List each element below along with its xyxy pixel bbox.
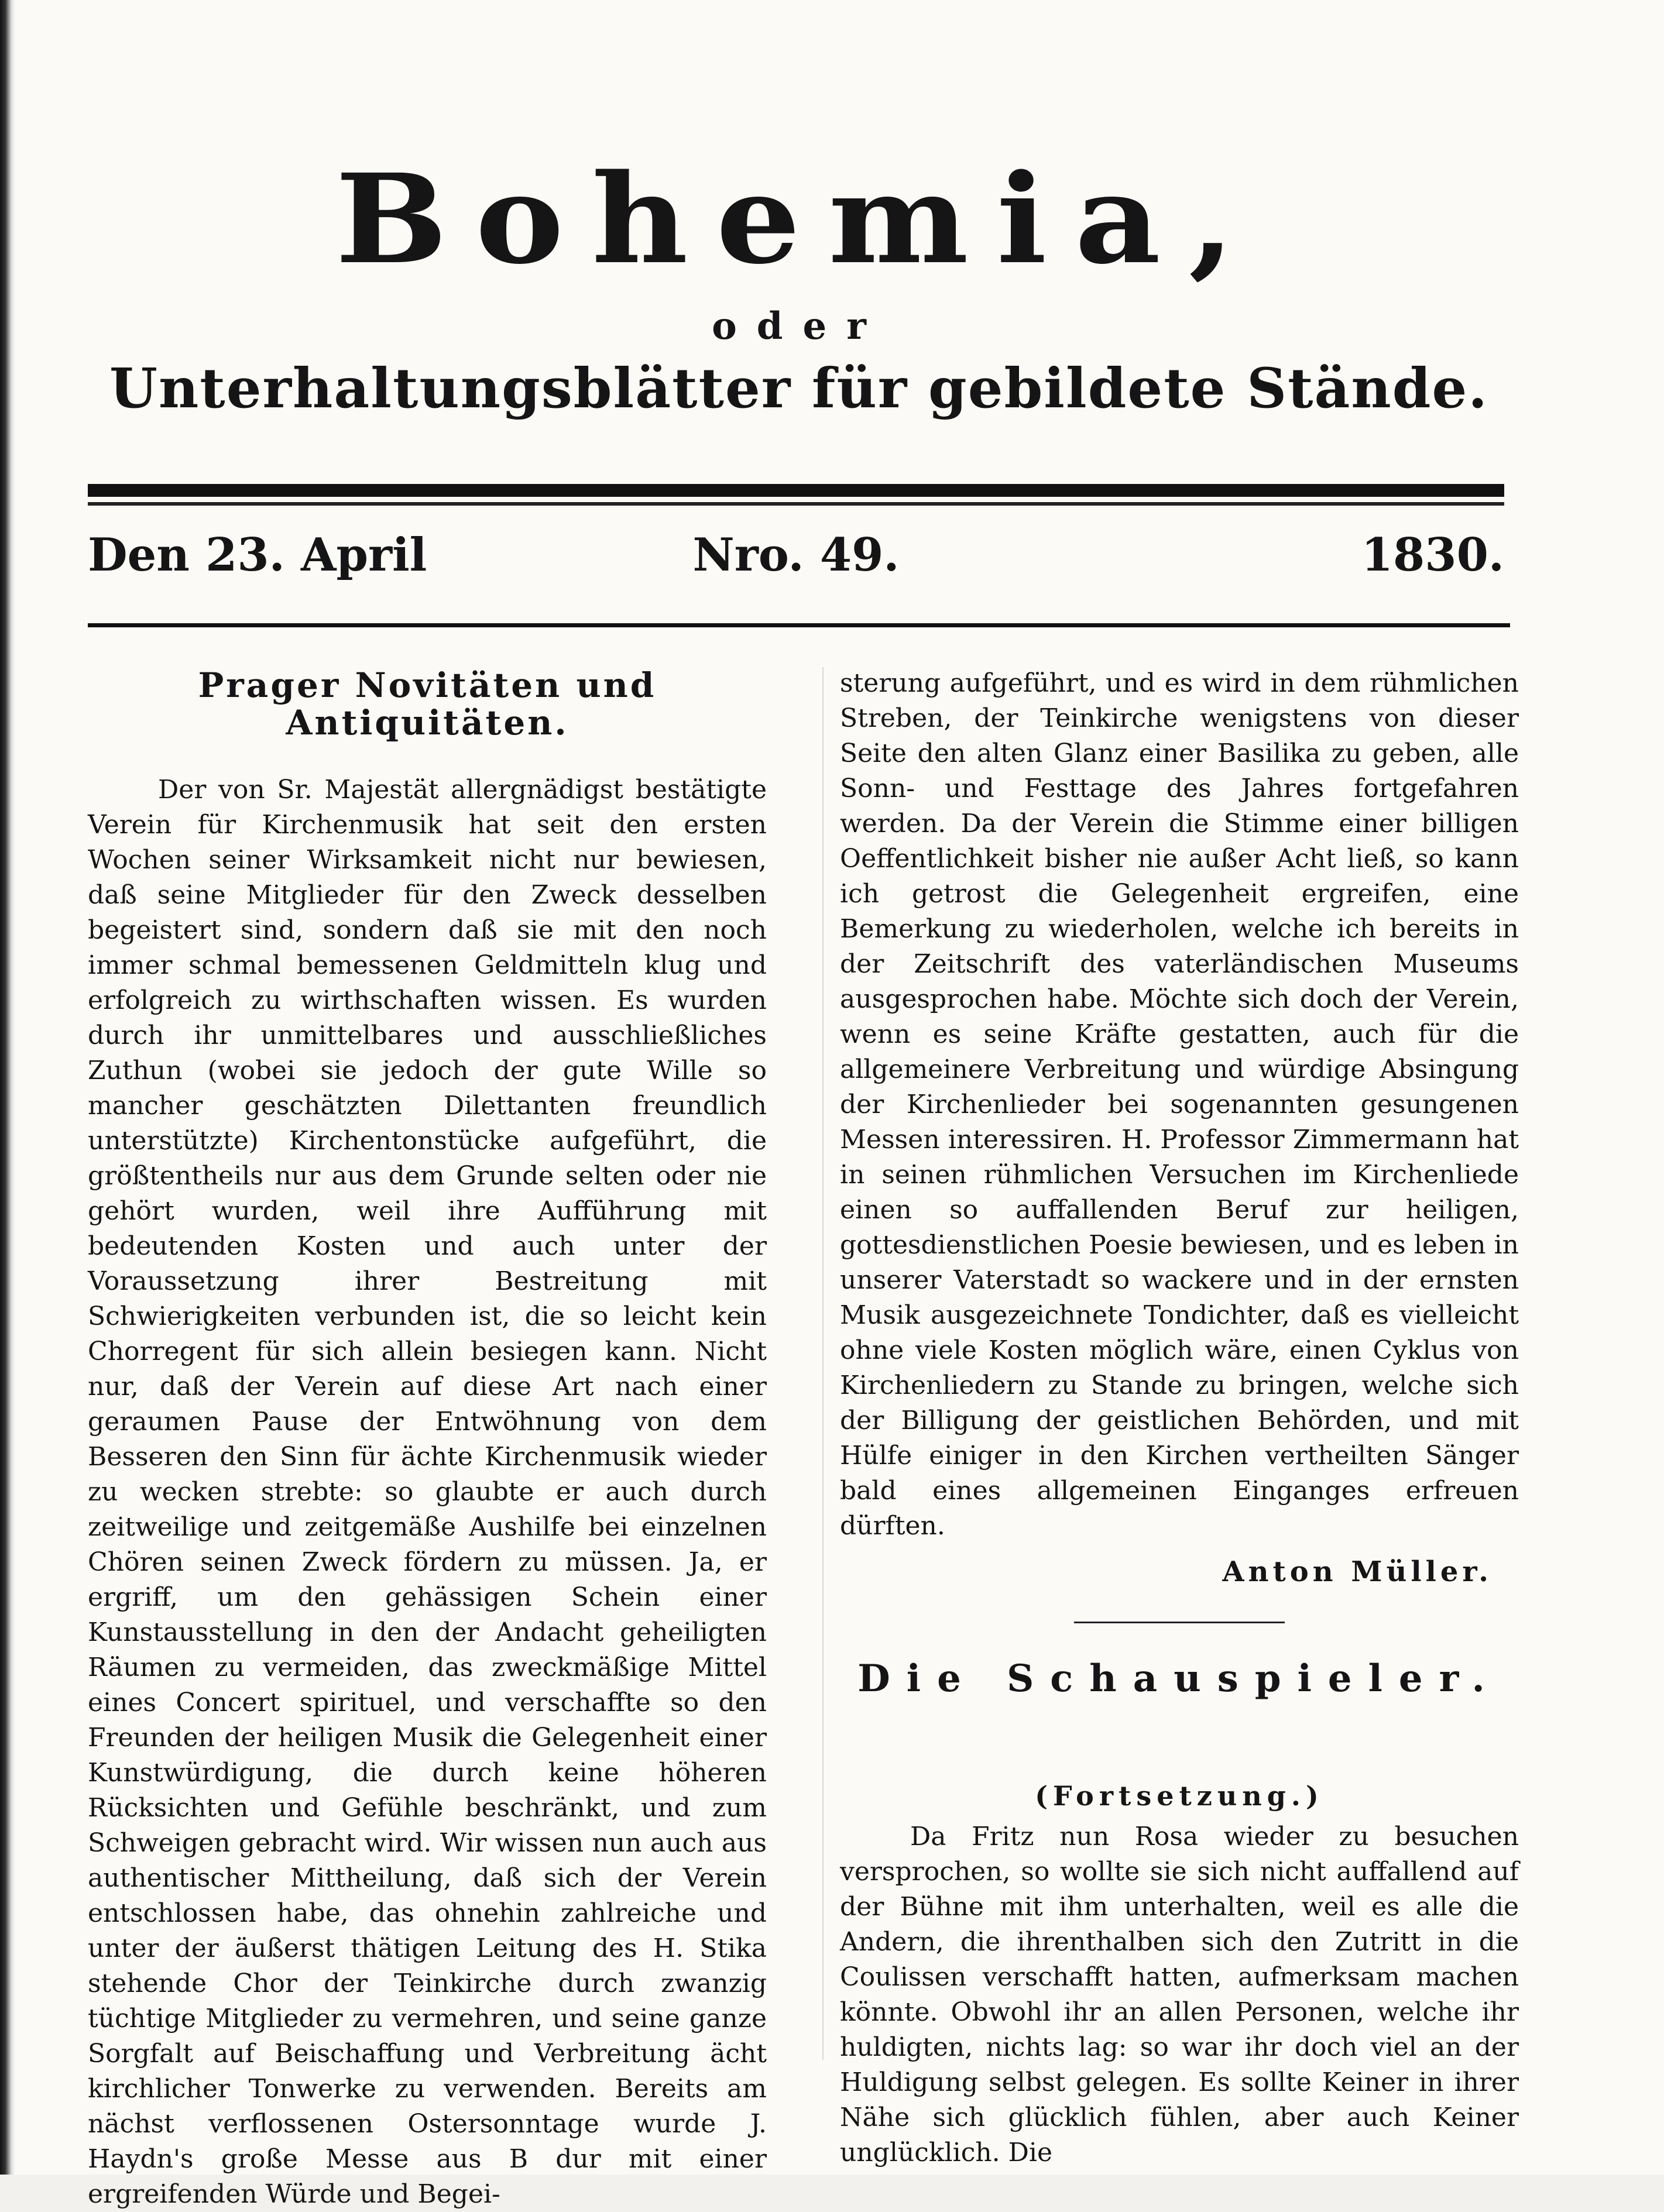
masthead-divider-thick: [88, 484, 1504, 497]
article-heading: Prager Novitäten und Antiquitäten.: [198, 665, 657, 743]
masthead: [82, 147, 1516, 421]
continuation-label: (Fortsetzung.): [1035, 1780, 1324, 1812]
column-divider: [822, 667, 824, 2060]
right-column: [840, 666, 1519, 2170]
second-article-heading: Die Schauspieler.: [857, 1657, 1501, 1701]
dateline: [88, 528, 1504, 603]
dateline-divider: [88, 623, 1510, 627]
issue-year: 1830.: [1361, 528, 1504, 582]
page-shadow: [0, 0, 15, 2175]
masthead-title: Bohemia,: [335, 147, 1263, 291]
article-text-left: Der von Sr. Majestät allergnädigst bestätigte Verein für Kirchenmusik hat seit den ersten Wochen seiner Wirksamkeit nicht nur bewiesen, daß seine Mitglieder für den Zweck desselben begeistert sind, sondern daß sie mit den noch immer schmal bemessenen Geldmitteln klug und erfolgreich zu wirthschaften wissen. Es wurden durch ihr unmittelbares und ausschließliches Zuthun (wobei sie jedoch der gute Wille so mancher geschätzten Dilettanten freundlich unterstützte) Kirchentonstücke aufgeführt, die größtentheils nur aus dem Grunde selten oder nie gehört wurden, weil ihre Aufführung mit bedeutenden Kosten und auch unter der Voraussetzung ihrer Bestreitung mit Schwierigkeiten verbunden ist, die so leicht kein Chorregent für sich allein besiegen kann. Nicht nur, daß der Verein auf diese Art nach einer geraumen Pause der Entwöhnung von dem Besseren den Sinn für ächte Kirchenmusik wieder zu wecken strebte: so glaubte er auch durch zeitweilige und zeitgemäße Aushilfe bei einzelnen Chören seinen Zweck fördern zu müssen. Ja, er ergriff, um den gehässigen Schein einer Kunstausstellung in den der Andacht geheiligten Räumen zu vermeiden, das zweckmäßige Mittel eines Concert spirituel, und verschaffte so den Freunden der heiligen Musik die Gelegenheit einer Kunstwürdigung, die durch keine höheren Rücksichten und Gefühle beschränkt, und zum Schweigen gebracht wird. Wir wissen nun auch aus authentischer Mittheilung, daß sich der Verein entschlossen habe, das ohnehin zahlreiche und unter der äußerst thätigen Leitung des H. Stika stehende Chor der Teinkirche durch zwanzig tüchtige Mitglieder zu vermehren, und seine ganze Sorgfalt auf Beischaffung und Verbreitung ächt kirchlicher Tonwerke zu verwenden. Bereits am nächst verflossenen Ostersonntage wurde J. Haydn's große Messe aus B dur mit einer ergreifenden Würde und Begei-: [88, 774, 767, 2209]
masthead-divider-thin: [88, 502, 1504, 506]
issue-number: Nro. 49.: [692, 528, 900, 582]
story-text: Da Fritz nun Rosa wieder zu besuchen versprochen, so wollte sie sich nicht auffallend auf der Bühne mit ihm unterhalten, weil es alle die Andern, die ihrenthalben sich den Zutritt in die Coulissen verschafft hatten, aufmerksam machen könnte. Obwohl ihr an allen Personen, welche ihr huldigten, nichts lag: so war ihr doch viel an der Huldigung selbst gelegen. Es sollte Keiner in ihrer Nähe sich glücklich fühlen, aber auch Keiner unglücklich. Die: [840, 1822, 1519, 2168]
section-divider: [1074, 1622, 1285, 1623]
issue-date: Den 23. April: [88, 528, 427, 582]
article-text-right: sterung aufgeführt, und es wird in dem rühmlichen Streben, der Teinkirche wenigstens von dieser Seite den alten Glanz einer Basilika zu geben, alle Sonn- und Festtage des Jahres fortgefahren werden. Da der Verein die Stimme einer billigen Oeffentlichkeit bisher nie außer Acht ließ, so kann ich getrost die Gelegenheit ergreifen, eine Bemerkung zu wiederholen, welche ich bereits in der Zeitschrift des vaterländischen Museums ausgesprochen habe. Möchte sich doch der Verein, wenn es seine Kräfte gestatten, auch für die allgemeinere Verbreitung und würdige Absingung der Kirchenlieder bei sogenannten gesungenen Messen interessiren. H. Professor Zimmermann hat in seinen rühmlichen Versuchen im Kirchenliede einen so auffallenden Beruf zur heiligen, gottesdienstlichen Poesie bewiesen, und es leben in unserer Vaterstadt so wackere und in der ernsten Musik ausgezeichnete Tondichter, daß es vielleicht ohne viele Kosten möglich wäre, einen Cyklus von Kirchenliedern zu Stande zu bringen, welche sich der Billigung der geistlichen Behörden, und mit Hülfe einiger in den Kirchen vertheilten Sänger bald eines allgemeinen Einganges erfreuen dürften.: [840, 668, 1519, 1541]
masthead-subtitle: Unterhaltungsblätter für gebildete Stände.: [109, 356, 1489, 421]
author-signature: Anton Müller.: [1222, 1555, 1493, 1588]
left-column: [88, 667, 767, 2212]
masthead-oder: oder: [712, 304, 886, 348]
